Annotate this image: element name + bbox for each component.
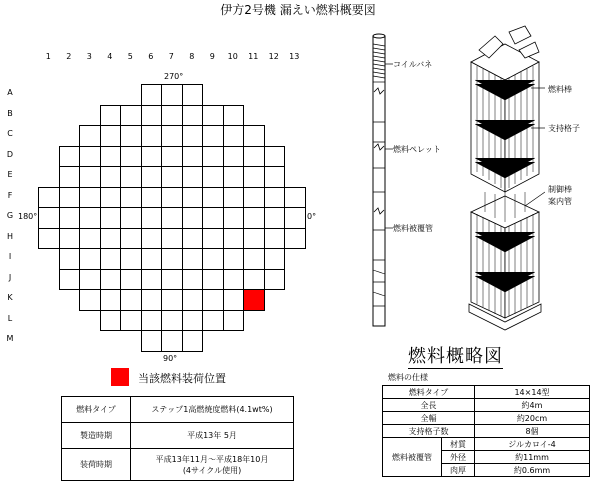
core-cell [182,269,204,291]
core-cell [79,228,101,250]
row-label: G [6,211,14,220]
core-cell [223,289,245,311]
core-cell [182,187,204,209]
callout-fuel-rod: 燃料棒 [548,85,572,94]
core-cell [59,207,81,229]
row-label: M [6,334,14,343]
core-cell [202,248,224,270]
core-cell [120,125,142,147]
core-cell [120,166,142,188]
core-cell [120,146,142,168]
spec-material-value: ジルカロイ-4 [475,438,590,451]
core-cell [243,248,265,270]
callout-cladding: 燃料被覆管 [393,224,433,233]
core-cell [120,269,142,291]
core-cell [182,310,204,332]
core-cell [141,330,163,352]
core-cell [202,146,224,168]
angle-label-top: 270° [164,72,184,81]
core-cell [284,187,306,209]
core-cell [79,166,101,188]
core-cell [120,289,142,311]
core-cell [264,269,286,291]
column-number: 2 [66,52,72,61]
spec-material-label: 材質 [442,438,475,451]
core-cell [79,187,101,209]
row-label: E [7,170,13,179]
core-cell [79,289,101,311]
core-cell [284,207,306,229]
row-label: L [7,313,13,323]
angle-label-right: 0° [307,212,317,221]
fuel-assembly-drawing [465,22,545,332]
core-cell [59,228,81,250]
spec-thickness-label: 肉厚 [442,464,475,477]
core-cell [161,310,183,332]
loading-period-label: 装荷時期 [62,449,131,481]
core-cell [100,187,122,209]
core-cell [202,105,224,127]
core-cell [202,289,224,311]
spec-table [382,385,590,477]
core-cell [243,269,265,291]
core-cell [161,166,183,188]
core-cell [223,269,245,291]
callout-pellet: 燃料ペレット [393,145,441,154]
core-cell [243,187,265,209]
core-cell [243,228,265,250]
core-cell [243,166,265,188]
spec-width-label: 全幅 [383,412,475,425]
core-cell [141,207,163,229]
fuel-rod-drawing [360,30,410,330]
highlighted-fuel-cell [243,289,265,311]
row-label: J [8,272,12,282]
core-cell [182,207,204,229]
core-cell [202,166,224,188]
row-label: D [6,149,14,159]
row-label: K [7,293,13,302]
loading-period-value [131,449,294,481]
core-cell [79,269,101,291]
core-cell [100,207,122,229]
legend-swatch [111,368,129,386]
core-cell [100,310,122,332]
diagram-title: 燃料概略図 [408,346,503,367]
core-cell [38,228,60,250]
core-cell [264,228,286,250]
core-cell [264,207,286,229]
core-cell [161,228,183,250]
core-cell [120,207,142,229]
core-cell [141,146,163,168]
core-cell [243,207,265,229]
core-cell [182,248,204,270]
callout-guide-tube-1: 制御棒 [548,185,572,194]
page-title: 伊方2号機 漏えい燃料概要図 [220,3,376,17]
core-cell [223,310,245,332]
core-cell [202,310,224,332]
core-cell [141,166,163,188]
spec-grids-value: 8個 [475,425,590,438]
core-cell [59,166,81,188]
core-cell [223,248,245,270]
row-label: F [7,190,13,200]
column-number: 6 [148,52,154,61]
core-cell [100,289,122,311]
fuel-info-table [61,396,294,481]
core-cell [120,228,142,250]
core-cell [100,269,122,291]
core-cell [161,125,183,147]
core-cell [243,146,265,168]
core-cell [161,289,183,311]
core-cell [202,228,224,250]
angle-label-bottom: 90° [163,354,178,363]
fuel-type-label: 燃料タイプ [62,397,131,423]
core-cell [182,330,204,352]
core-cell [120,105,142,127]
column-number: 5 [127,52,133,61]
core-cell [120,248,142,270]
legend-label: 当該燃料装荷位置 [138,372,226,385]
core-cell [59,146,81,168]
column-number: 13 [289,52,300,61]
loading-period-cycles: (4サイクル使用) [182,465,242,475]
column-number: 4 [107,52,113,61]
spec-caption: 燃料の仕様 [388,373,428,382]
core-cell [161,187,183,209]
core-cell [141,228,163,250]
core-cell [223,125,245,147]
row-label: I [8,252,12,261]
fuel-type-value: ステップ1高燃焼度燃料(4.1wt%) [131,397,294,423]
core-cell [202,187,224,209]
column-number: 12 [268,52,279,61]
core-cell [223,228,245,250]
column-number: 7 [168,52,174,61]
spec-length-value: 約4m [475,399,590,412]
core-cell [59,248,81,270]
row-label: C [7,129,13,138]
row-label: B [7,108,13,118]
core-cell [141,125,163,147]
core-cell [202,269,224,291]
core-cell [100,146,122,168]
column-number: 8 [189,52,195,61]
loading-period-dates: 平成13年11月～平成18年10月 [155,454,269,464]
column-number: 10 [227,52,238,61]
core-cell [120,310,142,332]
manufacture-period-value: 平成13年 5月 [131,423,294,449]
core-cell [100,166,122,188]
core-cell [161,207,183,229]
spec-cladding-label: 燃料被覆管 [383,438,442,477]
angle-label-left: 180° [18,212,38,221]
spec-length-label: 全長 [383,399,475,412]
core-cell [223,146,245,168]
core-cell [100,248,122,270]
spec-grids-label: 支持格子数 [383,425,475,438]
core-cell [141,269,163,291]
core-cell [202,207,224,229]
column-number: 11 [248,52,259,61]
spec-fuel-type-label: 燃料タイプ [383,386,475,399]
core-cell [161,146,183,168]
core-cell [264,146,286,168]
core-cell [182,105,204,127]
core-cell [264,248,286,270]
core-cell [141,105,163,127]
manufacture-period-label: 製造時期 [62,423,131,449]
core-cell [223,166,245,188]
core-cell [182,166,204,188]
core-cell [223,187,245,209]
core-cell [38,207,60,229]
core-cell [141,248,163,270]
core-cell [59,187,81,209]
callout-guide-tube-2: 案内管 [548,197,572,206]
column-number: 3 [86,52,92,61]
core-cell [79,125,101,147]
column-number: 1 [45,52,51,61]
core-cell [79,248,101,270]
core-cell [182,146,204,168]
core-cell [141,310,163,332]
row-label: H [6,231,13,241]
core-cell [182,125,204,147]
spec-fuel-type-value: 14×14型 [475,386,590,399]
callout-support-grid: 支持格子 [548,124,580,133]
core-cell [182,84,204,106]
core-cell [202,125,224,147]
core-cell [182,289,204,311]
core-cell [264,187,286,209]
core-cell [284,228,306,250]
core-cell [182,228,204,250]
row-label: A [7,88,13,97]
core-cell [141,84,163,106]
spec-od-value: 約11mm [475,451,590,464]
core-cell [100,228,122,250]
core-cell [141,187,163,209]
core-cell [161,248,183,270]
core-cell [264,166,286,188]
core-cell [141,289,163,311]
core-cell [223,207,245,229]
core-cell [223,105,245,127]
core-cell [161,269,183,291]
spec-width-value: 約20cm [475,412,590,425]
core-cell [79,207,101,229]
callout-coil-spring: コイルバネ [393,60,433,69]
core-cell [100,105,122,127]
core-cell [38,187,60,209]
core-cell [120,187,142,209]
core-cell [161,84,183,106]
core-cell [79,146,101,168]
spec-thickness-value: 約0.6mm [475,464,590,477]
spec-od-label: 外径 [442,451,475,464]
core-cell [161,105,183,127]
column-number: 9 [209,52,215,61]
core-cell [243,125,265,147]
core-cell [59,269,81,291]
core-cell [161,330,183,352]
core-cell [100,125,122,147]
